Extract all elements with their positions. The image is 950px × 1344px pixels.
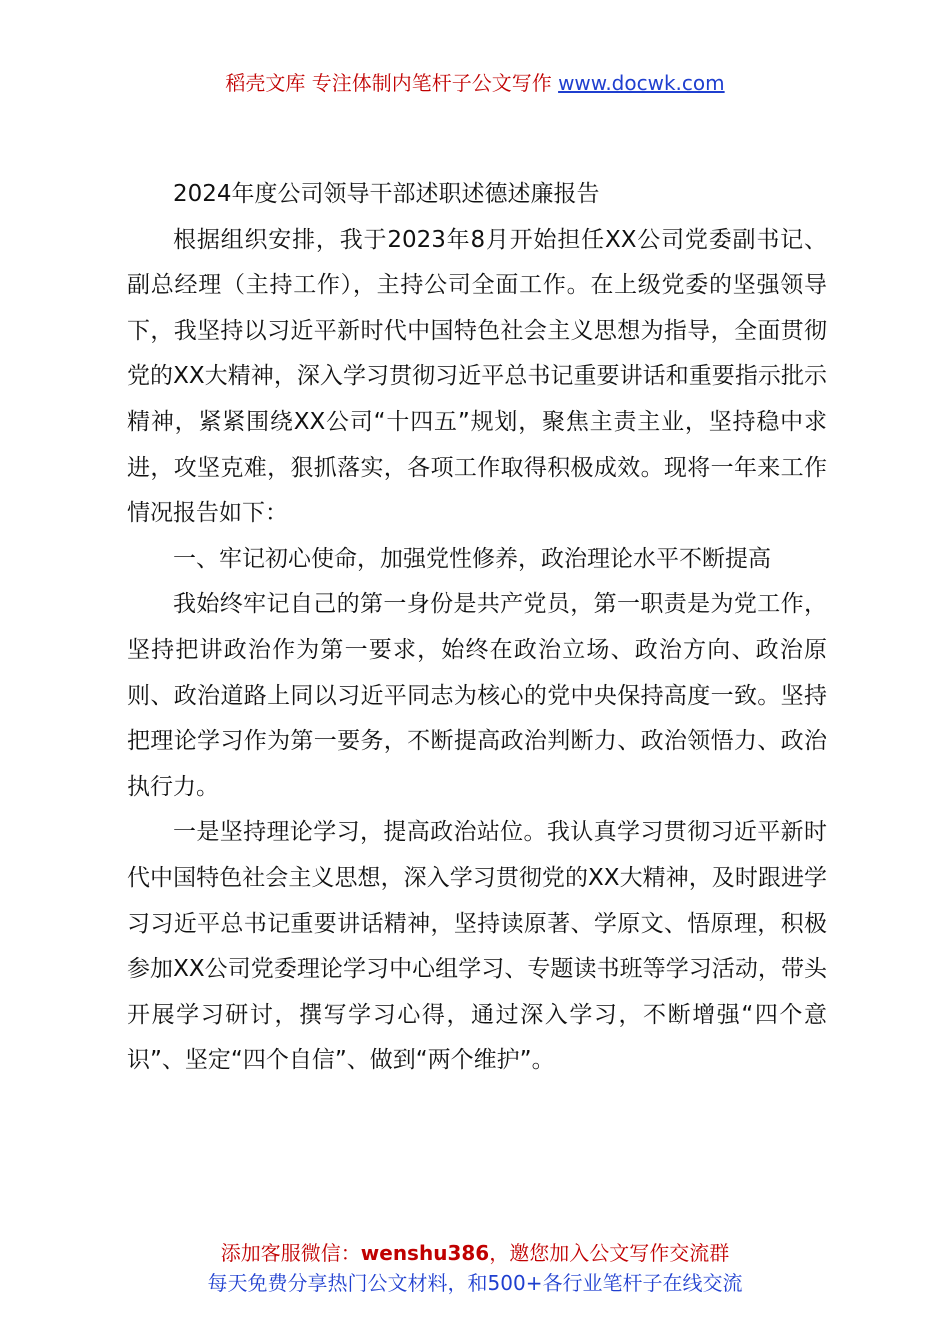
footer-wechat-prefix: 添加客服微信：	[220, 1241, 361, 1265]
page-header	[0, 68, 950, 98]
footer-line-2: 每天免费分享热门公文材料，和500+各行业笔杆子在线交流	[207, 1271, 743, 1295]
header-brand: 稻壳文库 专注体制内笔杆子公文写作	[225, 71, 552, 95]
header-url-link[interactable]: www.docwk.com	[558, 71, 725, 95]
document-body	[127, 172, 827, 1084]
footer-wechat-suffix: ，邀您加入公文写作交流群	[489, 1241, 730, 1265]
document-title: 2024年度公司领导干部述职述德述廉报告	[173, 181, 600, 207]
paragraph-section-1: 我始终牢记自己的第一身份是共产党员，第一职责是为党工作，坚持把讲政治作为第一要求，始终在政治立场、政治方向、政治原则、政治道路上同以习近平同志为核心的党中央保持高度一致。坚持把理论学习作为第一要务，不断提高政治判断力、政治领悟力、政治执行力。	[127, 591, 827, 800]
footer-wechat-id: wenshu386	[360, 1241, 490, 1265]
section-heading-1: 一、牢记初心使命，加强党性修养，政治理论水平不断提高	[173, 545, 771, 572]
footer-line-1	[0, 1238, 950, 1268]
paragraph-intro: 根据组织安排，我于2023年8月开始担任XX公司党委副书记、副总经理（主持工作），主持公司全面工作。在上级党委的坚强领导下，我坚持以习近平新时代中国特色社会主义思想为指导，全面贯彻党的XX大精神，深入学习贯彻习近平总书记重要讲话和重要指示批示精神，紧紧围绕XX公司“十四五”规划，聚焦主责主业，坚持稳中求进，攻坚克难，狠抓落实，各项工作取得积极成效。现将一年来工作情况报告如下：	[127, 226, 827, 527]
paragraph-theory-study: 一是坚持理论学习，提高政治站位。我认真学习贯彻习近平新时代中国特色社会主义思想，深入学习贯彻党的XX大精神，及时跟进学习习近平总书记重要讲话精神，坚持读原著、学原文、悟原理，积极参加XX公司党委理论学习中心组学习、专题读书班等学习活动，带头开展学习研讨，撰写学习心得，通过深入学习，不断增强“四个意识”、坚定“四个自信”、做到“两个维护”。	[127, 819, 827, 1074]
page-footer	[0, 1238, 950, 1298]
